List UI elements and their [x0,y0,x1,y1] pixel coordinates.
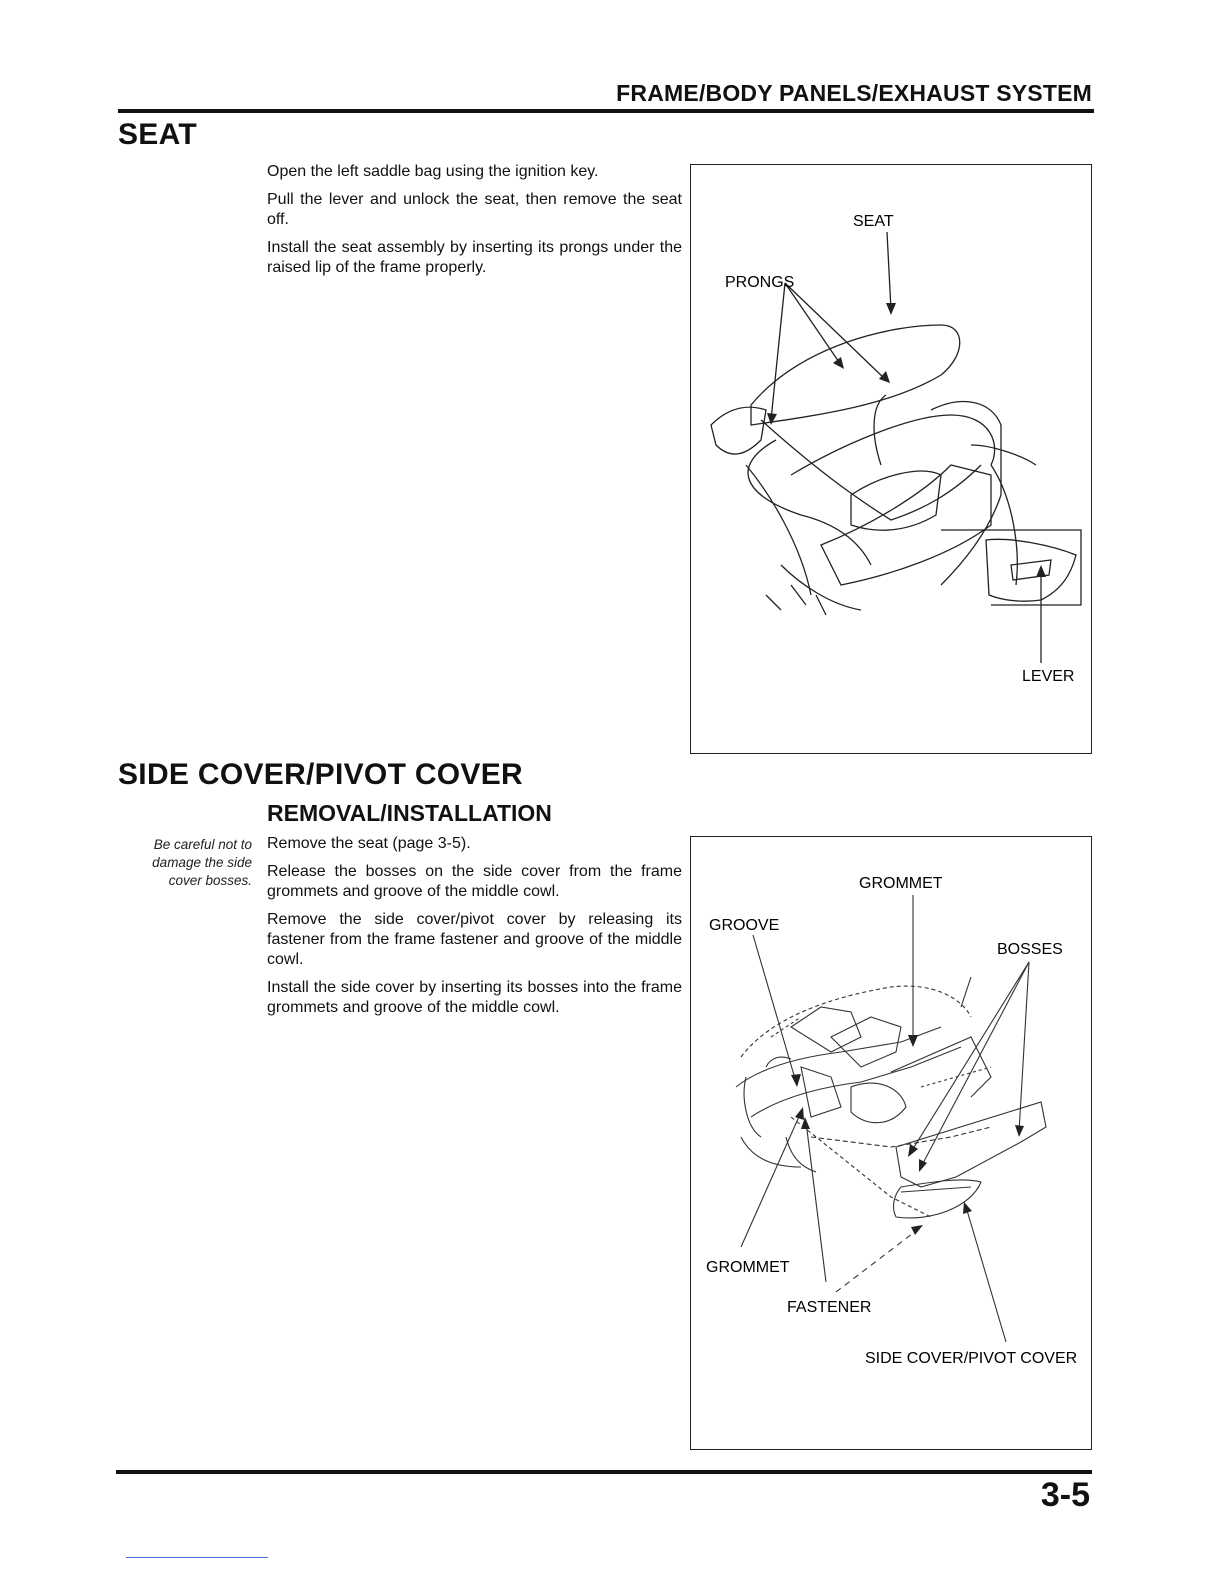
removal-installation-subheading: REMOVAL/INSTALLATION [267,800,552,826]
caution-note: Be careful not to damage the side cover bosses. [152,837,252,888]
section-header-title: FRAME/BODY PANELS/EXHAUST SYSTEM [616,80,1092,106]
seat-illustration [691,165,1091,753]
side-cover-illustration [691,837,1091,1449]
side-cover-pivot-cover-label: SIDE COVER/PIVOT COVER [865,1350,1078,1367]
page-number: 3-5 [1040,1476,1090,1514]
groove-label: GROOVE [709,917,780,934]
side-cover-paragraph-1: Remove the seat (page 3-5). [267,835,471,852]
side-cover-heading: SIDE COVER/PIVOT COVER [118,758,524,791]
seat-paragraph-1: Open the left saddle bag using the ignition key. [267,163,599,180]
seat-text-block [267,162,682,286]
fastener-label: FASTENER [787,1299,872,1316]
side-cover-paragraph-3: Remove the side cover/pivot cover by releasing its fastener from the frame fastener and groove of the middle cowl. [267,911,682,968]
bosses-label: BOSSES [997,941,1063,958]
footer-rule [116,1470,1092,1474]
seat-figure [690,164,1092,754]
grommet-top-label: GROMMET [859,875,943,892]
side-cover-paragraph-4: Install the side cover by inserting its bosses into the frame grommets and groove of the middle cowl. [267,979,682,1016]
grommet-bottom-label: GROMMET [706,1259,790,1276]
lever-label: LEVER [1022,668,1075,685]
side-cover-text-block [267,834,682,1026]
prongs-label: PRONGS [725,274,795,291]
header-rule [118,109,1094,113]
seat-heading: SEAT [118,118,197,151]
footer-link-underline [126,1557,268,1558]
seat-label: SEAT [853,213,894,230]
side-cover-figure [690,836,1092,1450]
side-cover-paragraph-2: Release the bosses on the side cover from the frame grommets and groove of the middle cowl. [267,863,682,900]
seat-paragraph-2: Pull the lever and unlock the seat, then remove the seat off. [267,191,682,228]
seat-paragraph-3: Install the seat assembly by inserting its prongs under the raised lip of the frame properly. [267,239,682,276]
